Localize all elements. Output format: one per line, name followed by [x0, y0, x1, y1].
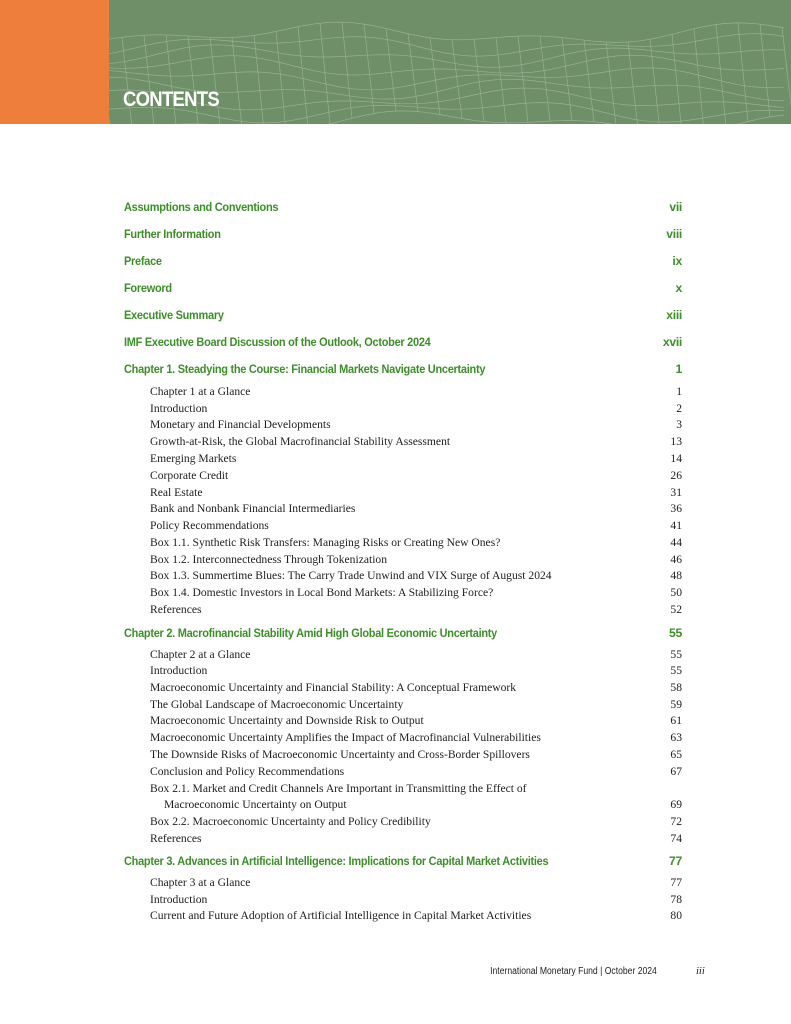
toc-entry-title: Conclusion and Policy Recommendations	[150, 765, 345, 778]
toc-entry-title: Further Information	[124, 227, 221, 241]
toc-entry-title: Chapter 1 at a Glance	[150, 385, 251, 398]
toc-entry-page: 55	[670, 664, 682, 677]
toc-entry-page: vii	[669, 200, 682, 214]
toc-entry-page: 55	[670, 648, 682, 661]
toc-entry-page: 3	[676, 418, 682, 431]
toc-entry-title: Foreword	[124, 281, 172, 295]
toc-entry-page: 2	[676, 402, 682, 415]
toc-entry-title: Box 1.4. Domestic Investors in Local Bond Markets: A Stabilizing Force?	[150, 586, 494, 599]
toc-entry-title: Executive Summary	[124, 308, 224, 322]
toc-entry-title: Introduction	[150, 893, 208, 906]
orange-accent-block	[0, 0, 109, 124]
toc-entry-title: Policy Recommendations	[150, 519, 269, 532]
toc-entry-page: 58	[670, 681, 682, 694]
toc-entry-page: 31	[670, 486, 682, 499]
toc-entry-title: Box 2.1. Market and Credit Channels Are Important in Transmitting the Effect of	[150, 782, 527, 795]
toc-entry-title: Monetary and Financial Developments	[150, 418, 331, 431]
toc-entry-title: Corporate Credit	[150, 469, 229, 482]
toc-entry-title: IMF Executive Board Discussion of the Outlook, October 2024	[124, 335, 431, 349]
toc-entry-page: xiii	[666, 308, 682, 322]
toc-entry-title: Macroeconomic Uncertainty and Downside Risk to Output	[150, 714, 424, 727]
toc-entry-page: 44	[670, 536, 682, 549]
wireframe-landscape-graphic	[0, 0, 791, 124]
toc-entry-title: The Downside Risks of Macroeconomic Uncertainty and Cross-Border Spillovers	[150, 748, 530, 761]
toc-entry-page: 61	[670, 714, 682, 727]
toc-entry-page: ix	[672, 254, 682, 268]
toc-entry-title: Bank and Nonbank Financial Intermediaries	[150, 502, 356, 515]
toc-entry-page: 48	[670, 569, 682, 582]
toc-entry-title: Real Estate	[150, 486, 203, 499]
toc-entry-page: 1	[676, 385, 682, 398]
toc-entry-title: References	[150, 603, 202, 616]
toc-entry-page: 1	[675, 362, 682, 376]
toc-entry-title: Emerging Markets	[150, 452, 237, 465]
toc-entry-title: Chapter 2. Macrofinancial Stability Amid High Global Economic Uncertainty	[124, 626, 498, 640]
toc-entry-title: Chapter 1. Steadying the Course: Financial Markets Navigate Uncertainty	[124, 362, 486, 376]
toc-entry-page: 14	[670, 452, 682, 465]
toc-entry-title: The Global Landscape of Macroeconomic Uncertainty	[150, 698, 404, 711]
toc-entry-page: 72	[670, 815, 682, 828]
toc-entry-page: 13	[670, 435, 682, 448]
toc-entry-page: 65	[670, 748, 682, 761]
toc-entry-title: Introduction	[150, 402, 208, 415]
toc-entry-title: Macroeconomic Uncertainty and Financial Stability: A Conceptual Framework	[150, 681, 517, 694]
toc-entry-title: Box 2.2. Macroeconomic Uncertainty and Policy Credibility	[150, 815, 431, 828]
toc-entry-page: 46	[670, 553, 682, 566]
toc-entry-page: 36	[670, 502, 682, 515]
toc-entry-title: Introduction	[150, 664, 208, 677]
toc-entry-page: 59	[670, 698, 682, 711]
toc-entry-title: Chapter 3. Advances in Artificial Intelligence: Implications for Capital Market Activities	[124, 854, 549, 868]
toc-entry-page: viii	[666, 227, 682, 241]
toc-entry-title: Assumptions and Conventions	[124, 200, 279, 214]
page-number: iii	[696, 966, 705, 977]
toc-entry-title: Chapter 3 at a Glance	[150, 876, 251, 889]
toc-entry-page: 69	[670, 798, 682, 811]
toc-entry-page: 41	[670, 519, 682, 532]
toc-entry-title: Box 1.3. Summertime Blues: The Carry Trade Unwind and VIX Surge of August 2024	[150, 569, 552, 582]
toc-entry-page: 67	[670, 765, 682, 778]
toc-entry-title: Chapter 2 at a Glance	[150, 648, 251, 661]
toc-entry-page: 26	[670, 469, 682, 482]
toc-entry-title: Box 1.1. Synthetic Risk Transfers: Managing Risks or Creating New Ones?	[150, 536, 501, 549]
toc-entry-title: Macroeconomic Uncertainty on Output	[164, 798, 347, 811]
toc-entry-page: 55	[669, 626, 682, 640]
toc-entry-title: References	[150, 832, 202, 845]
toc-entry-page: 80	[670, 909, 682, 922]
toc-entry-title: Macroeconomic Uncertainty Amplifies the Impact of Macrofinancial Vulnerabilities	[150, 731, 541, 744]
toc-entry-page: 77	[669, 854, 682, 868]
toc-entry-page: 74	[670, 832, 682, 845]
toc-entry-title: Current and Future Adoption of Artificial Intelligence in Capital Market Activities	[150, 909, 532, 922]
toc-entry-page: 77	[670, 876, 682, 889]
publication-line: International Monetary Fund | October 2024	[490, 966, 657, 977]
header-banner	[0, 0, 791, 124]
toc-entry-page: 63	[670, 731, 682, 744]
toc-entry-page: 50	[670, 586, 682, 599]
toc-entry-page: xvii	[662, 335, 682, 349]
toc-entry-title: Box 1.2. Interconnectedness Through Tokenization	[150, 553, 388, 566]
toc-entry-title: Preface	[124, 254, 162, 268]
page-title: CONTENTS	[123, 88, 220, 111]
toc-entry-title: Growth-at-Risk, the Global Macrofinancial Stability Assessment	[150, 435, 451, 448]
toc-entry-page: x	[675, 281, 682, 295]
toc-entry-page: 52	[670, 603, 682, 616]
toc-entry-page: 78	[670, 893, 682, 906]
